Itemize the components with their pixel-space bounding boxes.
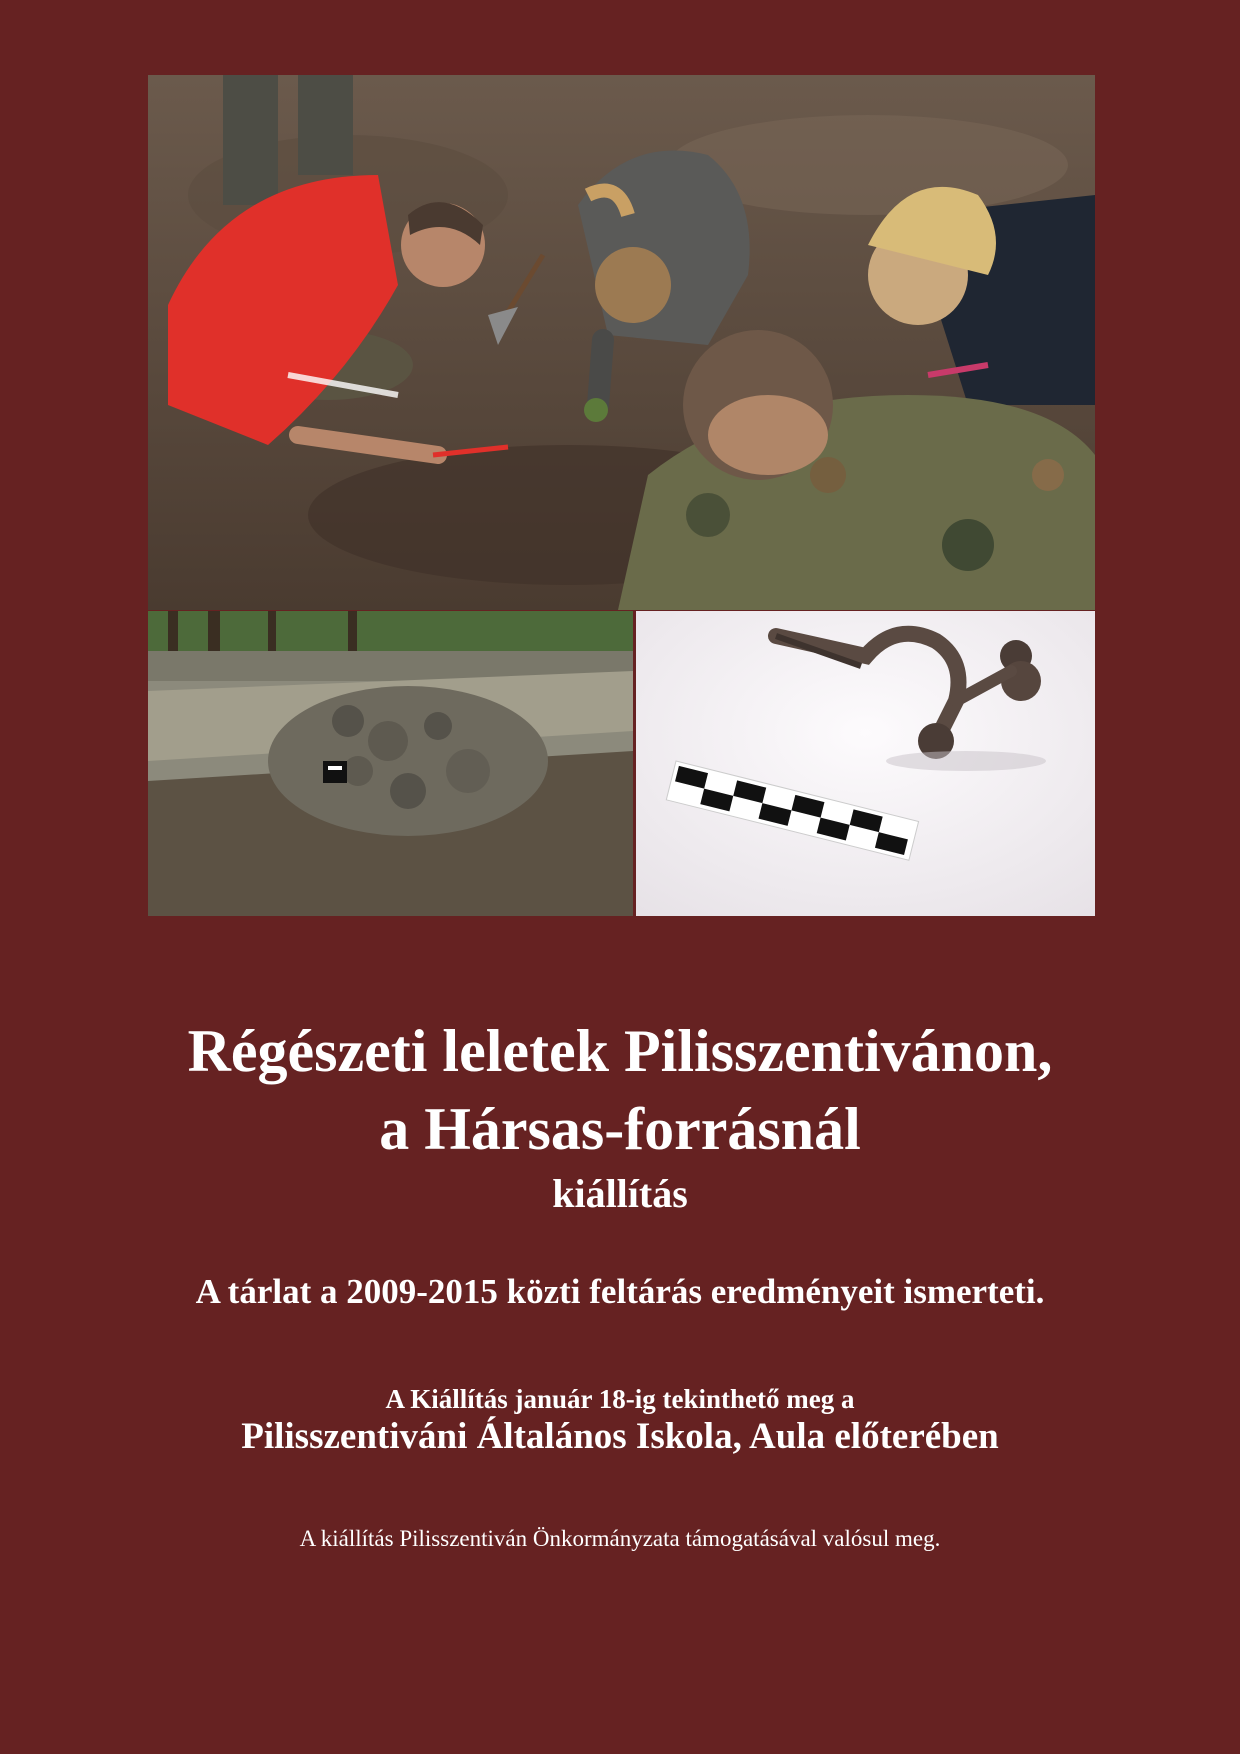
sponsor-note: A kiállítás Pilisszentiván Önkormányzata támogatásával valósul meg. xyxy=(299,1526,941,1551)
description: A tárlat a 2009-2015 közti feltárás eredményeit ismerteti. xyxy=(195,1272,1045,1311)
excavation-team-photo xyxy=(148,75,1095,610)
venue-intro: A Kiállítás január 18-ig tekinthető meg a xyxy=(385,1384,855,1414)
venue-name: Pilisszentiváni Általános Iskola, Aula előterében xyxy=(241,1416,999,1457)
excavation-site-photo xyxy=(148,611,633,916)
title-line-2: a Hársas-forrásnál xyxy=(379,1096,861,1162)
subtitle: kiállítás xyxy=(552,1171,688,1216)
title-line-1: Régészeti leletek Pilisszentivánon, xyxy=(187,1018,1053,1084)
bronze-fibula-photo xyxy=(636,611,1095,916)
